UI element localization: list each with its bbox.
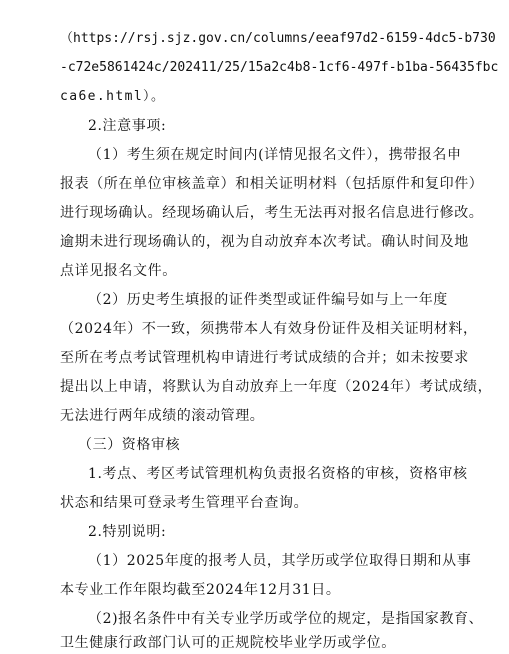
notice-para2-line-5: 无法进行两年成绩的滚动管理。 [60, 408, 265, 424]
review-para2-line-1: （1）2025年度的报考人员，其学历或学位取得日期和从事 [88, 553, 472, 569]
review-para1-line-2: 状态和结果可登录考生管理平台查询。 [60, 495, 309, 511]
notice-para1-line-1: （1）考生须在规定时间内(详情见报名文件），携带报名申 [88, 147, 462, 163]
review-para3-line-2: 卫生健康行政部门认可的正规院校毕业学历或学位。 [60, 635, 396, 651]
url-line-1: （https://rsj.sjz.gov.cn/columns/eeaf97d2-6159-4dc5-b730 [60, 31, 496, 46]
notice-para2-line-4: 提出以上申请，将默认为自动放弃上一年度（2024年）考试成绩， [60, 379, 493, 395]
url-line-2: -c72e5861424c/202411/25/15a2c4b8-1cf6-497f-b1ba-56435fbc [60, 60, 499, 75]
notice-para1-line-3: 进行现场确认。经现场确认后，考生无法再对报名信息进行修改。 [60, 205, 484, 221]
notice-heading: 2.注意事项: [88, 118, 167, 134]
review-para3-line-1: （2)报名条件中有关专业学历或学位的规定，是指国家教育、 [88, 611, 484, 627]
notice-para1-line-4: 逾期未进行现场确认的，视为自动放弃本次考试。确认时间及地 [60, 234, 469, 250]
review-heading-2: 2.特别说明: [88, 524, 167, 540]
url-line-3: ca6e.html）。 [60, 89, 166, 104]
notice-para1-line-2: 报表（所在单位审核盖章）和相关证明材料（包括原件和复印件） [60, 176, 484, 192]
notice-para2-line-2: （2024年）不一致，须携带本人有效身份证件及相关证明材料， [60, 321, 478, 337]
review-heading: （三）资格审核 [78, 437, 181, 453]
review-para1-line-1: 1.考点、考区考试管理机构负责报名资格的审核，资格审核 [88, 466, 468, 482]
notice-para2-line-1: （2）历史考生填报的证件类型或证件编号如与上一年度 [88, 292, 448, 308]
notice-para2-line-3: 至所在考点考试管理机构申请进行考试成绩的合并；如未按要求 [60, 350, 469, 366]
review-para2-line-2: 本专业工作年限均截至2024年12月31日。 [60, 582, 341, 598]
notice-para1-line-5: 点详见报名文件。 [60, 263, 177, 279]
